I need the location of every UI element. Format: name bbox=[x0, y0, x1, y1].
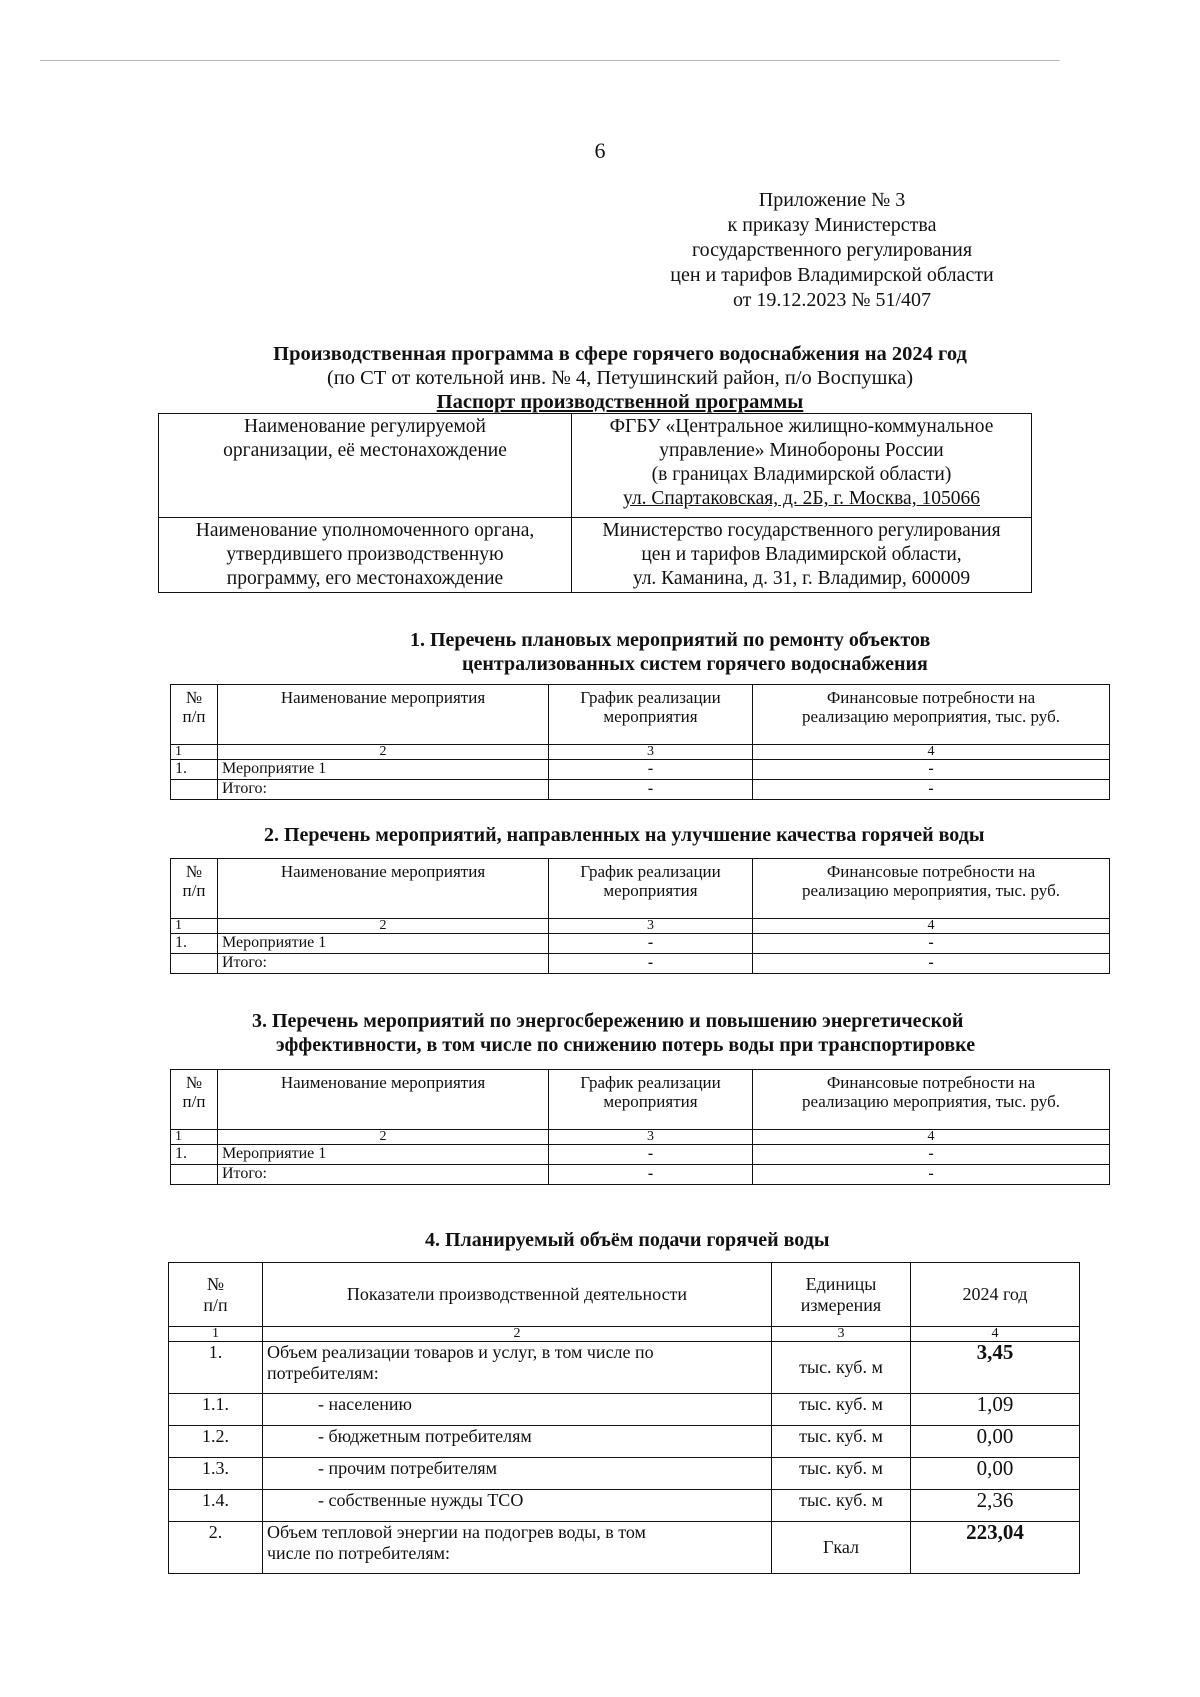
header-schedule: График реализации мероприятия bbox=[549, 685, 753, 745]
row-name: Мероприятие 1 bbox=[218, 760, 549, 780]
total-schedule: - bbox=[549, 954, 753, 974]
header-unit: Единицы измерения bbox=[772, 1263, 911, 1327]
table-row bbox=[169, 1426, 1080, 1458]
appendix-line: к приказу Министерства bbox=[727, 214, 937, 236]
col-number: 3 bbox=[549, 919, 753, 934]
row-unit: тыс. куб. м bbox=[772, 1394, 911, 1426]
passport-label-line: Наименование уполномоченного органа, bbox=[195, 520, 535, 541]
header-num: № п/п bbox=[171, 1070, 218, 1130]
passport-label-line: организации, её местонахождение bbox=[223, 440, 507, 461]
table-header-row bbox=[171, 1070, 1110, 1130]
row-value: 3,45 bbox=[911, 1342, 1080, 1394]
total-label: Итого: bbox=[218, 954, 549, 974]
row-number bbox=[171, 1165, 218, 1185]
table-row bbox=[171, 934, 1110, 954]
column-number-row bbox=[171, 1130, 1110, 1145]
col-number: 3 bbox=[772, 1327, 911, 1342]
row-number bbox=[171, 954, 218, 974]
passport-row-authority bbox=[159, 518, 1032, 593]
total-schedule: - bbox=[549, 780, 753, 800]
table-total-row bbox=[171, 780, 1110, 800]
row-indicator: Объем реализации товаров и услуг, в том числе по потребителям: bbox=[263, 1342, 772, 1394]
appendix-line: от 19.12.2023 № 51/407 bbox=[732, 289, 932, 311]
row-value: 1,09 bbox=[911, 1394, 1080, 1426]
total-finance: - bbox=[753, 1165, 1110, 1185]
table-row bbox=[169, 1490, 1080, 1522]
passport-value-cell bbox=[572, 518, 1032, 593]
col-number: 1 bbox=[169, 1327, 263, 1342]
row-number: 1. bbox=[171, 934, 218, 954]
header-schedule: График реализации мероприятия bbox=[549, 1070, 753, 1130]
volume-table bbox=[168, 1262, 1080, 1574]
row-unit: тыс. куб. м bbox=[772, 1490, 911, 1522]
row-value: 2,36 bbox=[911, 1490, 1080, 1522]
header-name: Наименование мероприятия bbox=[218, 859, 549, 919]
table-row bbox=[169, 1394, 1080, 1426]
col-number: 4 bbox=[753, 919, 1110, 934]
passport-value-cell bbox=[572, 414, 1032, 518]
passport-value-line: (в границах Владимирской области) bbox=[651, 464, 952, 485]
col-number: 1 bbox=[171, 919, 218, 934]
section-title-line: 2. Перечень мероприятий, направленных на улучшение качества горячей воды bbox=[264, 824, 985, 846]
row-indicator: - населению bbox=[263, 1394, 772, 1426]
row-unit: тыс. куб. м bbox=[772, 1458, 911, 1490]
header-num: № п/п bbox=[171, 859, 218, 919]
row-number: 1. bbox=[169, 1342, 263, 1394]
row-finance: - bbox=[753, 934, 1110, 954]
appendix-line: государственного регулирования bbox=[691, 239, 973, 261]
column-number-row bbox=[171, 745, 1110, 760]
row-number: 2. bbox=[169, 1522, 263, 1574]
row-indicator: - собственные нужды ТСО bbox=[263, 1490, 772, 1522]
passport-value-line: ул. Спартаковская, д. 2Б, г. Москва, 105066 bbox=[623, 488, 980, 509]
header-indicator: Показатели производственной деятельности bbox=[263, 1263, 772, 1327]
table-total-row bbox=[171, 1165, 1110, 1185]
total-label: Итого: bbox=[218, 780, 549, 800]
col-number: 3 bbox=[549, 745, 753, 760]
appendix-line: цен и тарифов Владимирской области bbox=[670, 264, 994, 286]
header-num: № п/п bbox=[171, 685, 218, 745]
header-name: Наименование мероприятия bbox=[218, 1070, 549, 1130]
passport-title: Паспорт производственной программы bbox=[436, 391, 804, 413]
row-value: 0,00 bbox=[911, 1426, 1080, 1458]
events-table-2 bbox=[170, 858, 1110, 974]
section-4-title: 4. Планируемый объём подачи горячей воды bbox=[425, 1229, 830, 1251]
section-title-line: эффективности, в том числе по снижению потерь воды при транспортировке bbox=[276, 1034, 976, 1056]
col-number: 2 bbox=[218, 745, 549, 760]
col-number: 2 bbox=[218, 1130, 549, 1145]
section-1-title bbox=[410, 628, 1110, 676]
header-finance: Финансовые потребности на реализацию мероприятия, тыс. руб. bbox=[753, 859, 1110, 919]
passport-value-line: управление» Минобороны России bbox=[659, 440, 944, 461]
section-2-title bbox=[264, 823, 1164, 847]
header-finance: Финансовые потребности на реализацию мероприятия, тыс. руб. bbox=[753, 685, 1110, 745]
row-schedule: - bbox=[549, 934, 753, 954]
events-table-1 bbox=[170, 684, 1110, 800]
passport-value-line: Министерство государственного регулирования bbox=[602, 520, 1001, 541]
row-indicator: - прочим потребителям bbox=[263, 1458, 772, 1490]
passport-table bbox=[158, 413, 1032, 593]
table-row bbox=[169, 1522, 1080, 1574]
section-title-line: централизованных систем горячего водоснабжения bbox=[462, 653, 928, 675]
row-number: 1. bbox=[171, 1145, 218, 1165]
col-number: 4 bbox=[753, 1130, 1110, 1145]
row-schedule: - bbox=[549, 1145, 753, 1165]
row-name: Мероприятие 1 bbox=[218, 1145, 549, 1165]
total-label: Итого: bbox=[218, 1165, 549, 1185]
table-row bbox=[169, 1342, 1080, 1394]
passport-label-line: программу, его местонахождение bbox=[226, 568, 504, 589]
total-finance: - bbox=[753, 954, 1110, 974]
table-row bbox=[171, 760, 1110, 780]
table-row bbox=[171, 1145, 1110, 1165]
col-number: 3 bbox=[549, 1130, 753, 1145]
row-finance: - bbox=[753, 1145, 1110, 1165]
column-number-row bbox=[171, 919, 1110, 934]
section-title-line: 1. Перечень плановых мероприятий по ремонту объектов bbox=[410, 629, 931, 651]
scan-artifact-line bbox=[40, 60, 1060, 61]
passport-value-line: ФГБУ «Центральное жилищно-коммунальное bbox=[609, 416, 994, 437]
document-title bbox=[150, 342, 1090, 414]
row-unit: тыс. куб. м bbox=[772, 1426, 911, 1458]
row-number: 1.3. bbox=[169, 1458, 263, 1490]
header-name: Наименование мероприятия bbox=[218, 685, 549, 745]
program-subtitle: (по СТ от котельной инв. № 4, Петушинский район, п/о Воспушка) bbox=[326, 367, 914, 389]
col-number: 2 bbox=[218, 919, 549, 934]
section-3-title bbox=[252, 1009, 1182, 1057]
row-number bbox=[171, 780, 218, 800]
row-number: 1. bbox=[171, 760, 218, 780]
col-number: 4 bbox=[753, 745, 1110, 760]
section-title-line: 3. Перечень мероприятий по энергосбережению и повышению энергетической bbox=[252, 1010, 964, 1032]
table-header-row bbox=[171, 685, 1110, 745]
table-total-row bbox=[171, 954, 1110, 974]
header-num: № п/п bbox=[169, 1263, 263, 1327]
col-number: 1 bbox=[171, 1130, 218, 1145]
row-number: 1.4. bbox=[169, 1490, 263, 1522]
passport-row-organization bbox=[159, 414, 1032, 518]
col-number: 2 bbox=[263, 1327, 772, 1342]
row-value: 0,00 bbox=[911, 1458, 1080, 1490]
row-number: 1.1. bbox=[169, 1394, 263, 1426]
page-number: 6 bbox=[594, 138, 606, 163]
passport-value-line: цен и тарифов Владимирской области, bbox=[641, 544, 962, 565]
row-name: Мероприятие 1 bbox=[218, 934, 549, 954]
row-unit: Гкал bbox=[772, 1522, 911, 1574]
appendix-line: Приложение № 3 bbox=[758, 189, 906, 211]
table-header-row bbox=[171, 859, 1110, 919]
total-finance: - bbox=[753, 780, 1110, 800]
row-indicator: - бюджетным потребителям bbox=[263, 1426, 772, 1458]
row-unit: тыс. куб. м bbox=[772, 1342, 911, 1394]
header-year: 2024 год bbox=[911, 1263, 1080, 1327]
passport-label-line: утвердившего производственную bbox=[226, 544, 504, 565]
row-schedule: - bbox=[549, 760, 753, 780]
appendix-header bbox=[642, 188, 1022, 313]
row-value: 223,04 bbox=[911, 1522, 1080, 1574]
table-header-row bbox=[169, 1263, 1080, 1327]
row-indicator: Объем тепловой энергии на подогрев воды, в том числе по потребителям: bbox=[263, 1522, 772, 1574]
col-number: 1 bbox=[171, 745, 218, 760]
row-number: 1.2. bbox=[169, 1426, 263, 1458]
passport-value-line: ул. Каманина, д. 31, г. Владимир, 600009 bbox=[632, 568, 971, 589]
passport-label-cell bbox=[159, 518, 572, 593]
column-number-row bbox=[169, 1327, 1080, 1342]
row-finance: - bbox=[753, 760, 1110, 780]
program-title: Производственная программа в сфере горячего водоснабжения на 2024 год bbox=[273, 343, 967, 365]
passport-label-line: Наименование регулируемой bbox=[244, 416, 486, 437]
events-table-3 bbox=[170, 1069, 1110, 1185]
table-row bbox=[169, 1458, 1080, 1490]
col-number: 4 bbox=[911, 1327, 1080, 1342]
header-schedule: График реализации мероприятия bbox=[549, 859, 753, 919]
passport-label-cell bbox=[159, 414, 572, 518]
header-finance: Финансовые потребности на реализацию мероприятия, тыс. руб. bbox=[753, 1070, 1110, 1130]
total-schedule: - bbox=[549, 1165, 753, 1185]
